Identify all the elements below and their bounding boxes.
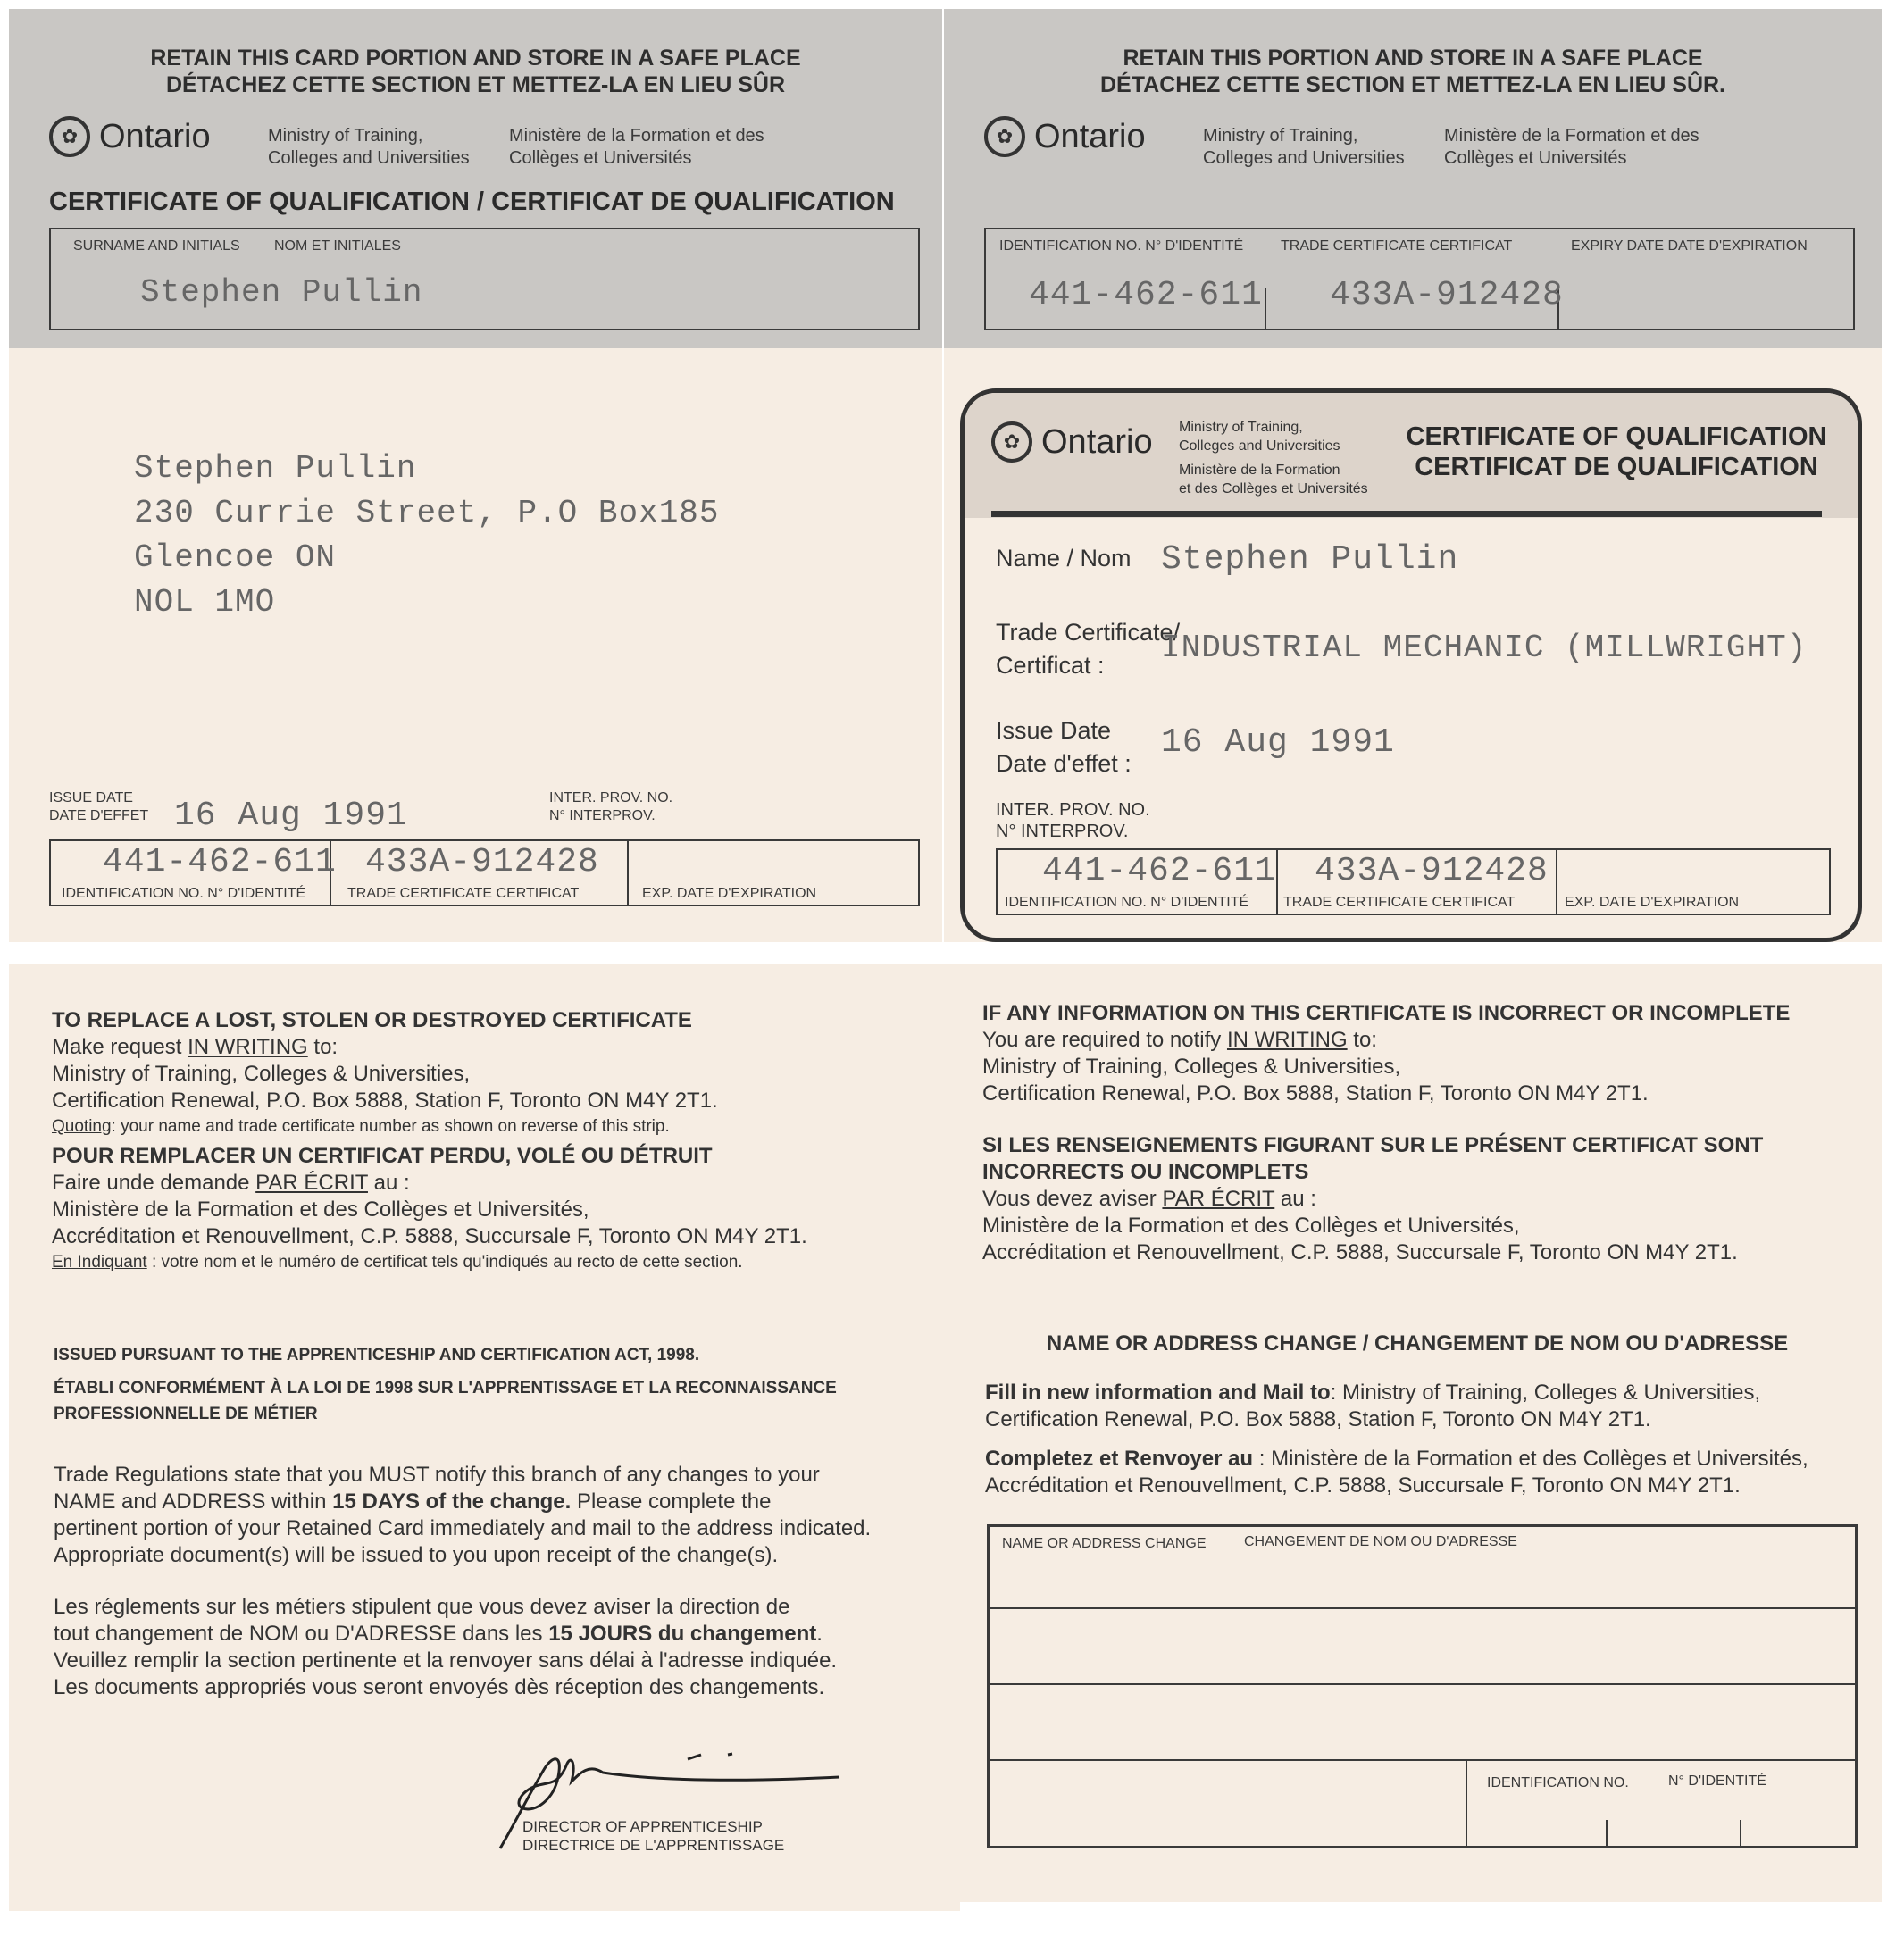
replace-request-fr <box>52 1170 945 1197</box>
text: En Indiquant <box>52 1253 147 1272</box>
text: : votre nom et le numéro de certificat tels qu'indiqués au recto de cette section. <box>146 1253 743 1272</box>
text: Quoting <box>52 1117 112 1136</box>
ontario-logo <box>991 421 1153 463</box>
trade-label <box>996 616 1180 682</box>
replace-heading-en: TO REPLACE A LOST, STOLEN OR DESTROYED CERTIFICATE <box>52 1008 692 1032</box>
incorrect-ministry-en: Ministry of Training, Colleges & Universities, <box>982 1055 1401 1079</box>
trillium-icon: ✿ <box>984 116 1025 157</box>
address-line: Glencoe ON <box>134 539 337 576</box>
surname-value: Stephen Pullin <box>140 274 423 311</box>
incorrect-notify-en <box>982 1027 1875 1054</box>
form-id-label-en: IDENTIFICATION NO. <box>1487 1775 1629 1790</box>
interprov-label-fr: N° INTERPROV. <box>549 808 656 823</box>
name-label: Name / Nom <box>996 545 1132 572</box>
address-line: NOL 1MO <box>134 584 276 621</box>
ministry-line: Ministry of Training, <box>1179 420 1303 435</box>
issued-fr-1: ÉTABLI CONFORMÉMENT À LA LOI DE 1998 SUR L'APPRENTISSAGE ET LA RECONNAISSANCE <box>54 1379 837 1398</box>
surname-box <box>49 228 920 330</box>
interprov-line: N° INTERPROV. <box>996 822 1129 841</box>
replace-indiquant <box>52 1250 945 1275</box>
regulation-line: Veuillez remplir la section pertinente et la renvoyer sans délai à l'adresse indiquée. <box>54 1648 838 1673</box>
text: Please complete the <box>571 1490 772 1514</box>
ontario-logo <box>984 116 1146 157</box>
interprov-label <box>996 799 1150 842</box>
trade-value: INDUSTRIAL MECHANIC (MILLWRIGHT) <box>1161 630 1808 666</box>
text: You are required to notify <box>982 1028 1227 1052</box>
issued-en: ISSUED PURSUANT TO THE APPRENTICESHIP AND CERTIFICATION ACT, 1998. <box>54 1346 700 1364</box>
text: : your name and trade certificate number as shown on reverse of this strip. <box>111 1117 670 1136</box>
text: : Ministry of Training, Colleges & Universities, <box>1330 1381 1761 1405</box>
form-id-label-fr: N° D'IDENTITÉ <box>1668 1773 1766 1789</box>
regulation-line: pertinent portion of your Retained Card immediately and mail to the address indicated. <box>54 1516 872 1540</box>
incorrect-section <box>982 1000 1875 1266</box>
text: Vous devez aviser <box>982 1187 1163 1211</box>
ontario-logo <box>49 116 211 157</box>
regulation-line: Trade Regulations state that you MUST notify this branch of any changes to your <box>54 1463 820 1487</box>
ontario-wordmark: Ontario <box>99 117 211 155</box>
text: NAME and ADDRESS within <box>54 1490 333 1514</box>
form-line-1[interactable] <box>990 1607 1855 1681</box>
ministry-fr: Ministère de la Formation et des Collèges et Universités <box>1444 126 1699 168</box>
text: to: <box>1347 1028 1377 1052</box>
trillium-icon: ✿ <box>991 421 1032 463</box>
incorrect-notify-fr <box>982 1186 1875 1213</box>
text: Make request <box>52 1035 188 1059</box>
interprov-label-en: INTER. PROV. NO. <box>549 790 673 805</box>
replace-ministry-fr: Ministère de la Formation et des Collèges et Universités, <box>52 1197 589 1222</box>
id-value: 441-462-611 <box>103 843 337 881</box>
regulation-line <box>54 1489 947 1515</box>
form-label-fr: CHANGEMENT DE NOM OU D'ADRESSE <box>1244 1534 1517 1549</box>
trade-label: TRADE CERTIFICATE CERTIFICAT <box>347 886 580 901</box>
incorrect-ministry-fr: Ministère de la Formation et des Collèges et Universités, <box>982 1214 1520 1238</box>
text: au : <box>367 1171 410 1195</box>
text: 15 DAYS of the change. <box>332 1490 572 1514</box>
wallet-title <box>1384 421 1849 482</box>
text: PAR ÉCRIT <box>255 1171 368 1195</box>
name-value: Stephen Pullin <box>1161 540 1459 579</box>
bottom-right-panel <box>953 964 1882 1902</box>
ministry-en: Ministry of Training, Colleges and Universities <box>1203 126 1405 168</box>
wallet-title-fr: CERTIFICAT DE QUALIFICATION <box>1415 453 1818 481</box>
retain-title-en: RETAIN THIS PORTION AND STORE IN A SAFE PLACE <box>1123 46 1703 71</box>
issue-date-label-en: ISSUE DATE <box>49 790 133 805</box>
issue-label-line: Issue Date <box>996 717 1112 744</box>
text: to: <box>307 1035 338 1059</box>
wallet-ministry <box>1179 418 1368 498</box>
incorrect-address-en: Certification Renewal, P.O. Box 5888, Station F, Toronto ON M4Y 2T1. <box>982 1081 1649 1106</box>
surname-label-fr: NOM ET INITIALES <box>274 238 401 254</box>
trade-label-line: Certificat : <box>996 652 1105 679</box>
id-strip-box <box>984 228 1855 330</box>
incorrect-heading-fr-1: SI LES RENSEIGNEMENTS FIGURANT SUR LE PRÉSENT CERTIFICAT SONT <box>982 1133 1764 1157</box>
ontario-wordmark: Ontario <box>1041 422 1153 461</box>
interprov-line: INTER. PROV. NO. <box>996 800 1150 820</box>
text: IN WRITING <box>188 1035 308 1059</box>
cert-value: 433A-912428 <box>1315 852 1549 890</box>
change-instructions <box>985 1380 1869 1499</box>
trade-label-line: Trade Certificate/ <box>996 619 1181 646</box>
retain-strip-right <box>944 9 1882 348</box>
trillium-icon: ✿ <box>49 116 90 157</box>
incorrect-address-fr: Accréditation et Renouvellment, C.P. 5888, Succursale F, Toronto ON M4Y 2T1. <box>982 1240 1738 1264</box>
exp-label: EXP. DATE D'EXPIRATION <box>642 886 817 901</box>
id-label: IDENTIFICATION NO. N° D'IDENTITÉ <box>62 886 306 901</box>
id-value: 441-462-611 <box>1029 276 1263 314</box>
text: 15 JOURS du changement <box>548 1622 817 1646</box>
ministry-line: Colleges and Universities <box>1179 438 1340 454</box>
retain-title-fr: DÉTACHEZ CETTE SECTION ET METTEZ-LA EN LIEU SÛR. <box>1100 72 1725 97</box>
exp-label: EXP. DATE D'EXPIRATION <box>1565 895 1740 910</box>
text: Completez et Renvoyer au <box>985 1447 1254 1471</box>
text: Fill in new information and Mail to <box>985 1381 1331 1405</box>
trade-value: 433A-912428 <box>365 843 599 881</box>
wallet-id-box <box>996 848 1831 915</box>
issue-label <box>996 714 1132 780</box>
text: Faire unde demande <box>52 1171 256 1195</box>
wallet-card <box>960 388 1862 942</box>
retain-title-en: RETAIN THIS CARD PORTION AND STORE IN A SAFE PLACE <box>150 46 801 71</box>
issue-date-value: 16 Aug 1991 <box>174 797 408 835</box>
change-form <box>987 1524 1858 1848</box>
issue-value: 16 Aug 1991 <box>1161 723 1395 762</box>
ministry-en: Ministry of Training, Colleges and Universities <box>268 126 470 168</box>
replace-heading-fr: POUR REMPLACER UN CERTIFICAT PERDU, VOLÉ OU DÉTRUIT <box>52 1144 713 1168</box>
top-left-card <box>9 9 942 942</box>
change-heading: NAME OR ADDRESS CHANGE / CHANGEMENT DE NOM OU D'ADRESSE <box>1046 1331 1789 1356</box>
top-right-card <box>944 9 1882 942</box>
address-line: 230 Currie Street, P.O Box185 <box>134 495 720 531</box>
id-value: 441-462-611 <box>1042 852 1276 890</box>
act-section <box>54 1344 947 1701</box>
replace-address-en: Certification Renewal, P.O. Box 5888, Station F, Toronto ON M4Y 2T1. <box>52 1089 718 1113</box>
surname-label-en: SURNAME AND INITIALS <box>73 238 240 254</box>
ontario-wordmark: Ontario <box>1034 117 1146 155</box>
issue-date-label-fr: DATE D'EFFET <box>49 808 149 823</box>
text: PAR ÉCRIT <box>1162 1187 1275 1211</box>
director-title <box>522 1817 784 1855</box>
replace-ministry-en: Ministry of Training, Colleges & Universities, <box>52 1062 471 1086</box>
form-label-en: NAME OR ADDRESS CHANGE <box>1002 1536 1207 1551</box>
cert-label: TRADE CERTIFICATE CERTIFICAT <box>1283 895 1516 910</box>
regulation-line: Les documents appropriés vous seront envoyés dès réception des changements. <box>54 1675 825 1699</box>
incorrect-heading-en: IF ANY INFORMATION ON THIS CERTIFICATE IS INCORRECT OR INCOMPLETE <box>982 1001 1791 1025</box>
ministry-fr: Ministère de la Formation et des Collèges et Universités <box>509 126 764 168</box>
wallet-rule <box>991 511 1822 517</box>
incorrect-heading-fr-2: INCORRECTS OU INCOMPLETS <box>982 1160 1309 1184</box>
ministry-line: et des Collèges et Universités <box>1179 481 1368 497</box>
text: au : <box>1274 1187 1316 1211</box>
mailing-address <box>134 446 720 625</box>
id-label: IDENTIFICATION NO. N° D'IDENTITÉ <box>999 238 1244 254</box>
replace-section <box>52 1007 945 1275</box>
director-en: DIRECTOR OF APPRENTICESHIP <box>522 1818 763 1835</box>
regulation-line: Appropriate document(s) will be issued to you upon receipt of the change(s). <box>54 1543 779 1567</box>
text: tout changement de NOM ou D'ADRESSE dans les <box>54 1622 549 1646</box>
trade-label: TRADE CERTIFICATE CERTIFICAT <box>1281 238 1513 254</box>
comp-line-2: Accréditation et Renouvellment, C.P. 5888, Succursale F, Toronto ON M4Y 2T1. <box>985 1473 1741 1498</box>
ministry-line: Ministère de la Formation <box>1179 463 1340 478</box>
text: . <box>816 1622 823 1646</box>
trade-value: 433A-912428 <box>1330 276 1564 314</box>
bottom-left-panel <box>9 964 960 1911</box>
regulation-en <box>54 1462 947 1569</box>
fill-line <box>985 1380 1869 1406</box>
text: IN WRITING <box>1226 1028 1348 1052</box>
fill-line-2: Certification Renewal, P.O. Box 5888, Station F, Toronto ON M4Y 2T1. <box>985 1407 1651 1431</box>
comp-line <box>985 1446 1869 1473</box>
certificate-title: CERTIFICATE OF QUALIFICATION / CERTIFICAT DE QUALIFICATION <box>49 188 895 216</box>
mail-id-box <box>49 839 920 906</box>
address-line: Stephen Pullin <box>134 450 417 487</box>
issue-label-line: Date d'effet : <box>996 750 1132 777</box>
retain-strip-left <box>9 9 942 348</box>
retain-title-fr: DÉTACHEZ CETTE SECTION ET METTEZ-LA EN LIEU SÛR <box>165 72 786 97</box>
replace-quoting <box>52 1114 945 1139</box>
issued-fr-2: PROFESSIONNELLE DE MÉTIER <box>54 1405 318 1423</box>
regulation-line <box>54 1621 947 1648</box>
regulation-fr <box>54 1594 947 1701</box>
wallet-title-en: CERTIFICATE OF QUALIFICATION <box>1406 422 1827 451</box>
director-fr: DIRECTRICE DE L'APPRENTISSAGE <box>522 1837 785 1854</box>
replace-address-fr: Accréditation et Renouvellment, C.P. 5888, Succursale F, Toronto ON M4Y 2T1. <box>52 1224 807 1248</box>
id-label: IDENTIFICATION NO. N° D'IDENTITÉ <box>1005 895 1249 910</box>
text: : Ministère de la Formation et des Collèges et Universités, <box>1253 1447 1808 1471</box>
form-line-2[interactable] <box>990 1683 1855 1757</box>
regulation-line: Les réglements sur les métiers stipulent que vous devez aviser la direction de <box>54 1595 790 1619</box>
replace-request-en <box>52 1034 945 1061</box>
expiry-label: EXPIRY DATE DATE D'EXPIRATION <box>1571 238 1808 254</box>
